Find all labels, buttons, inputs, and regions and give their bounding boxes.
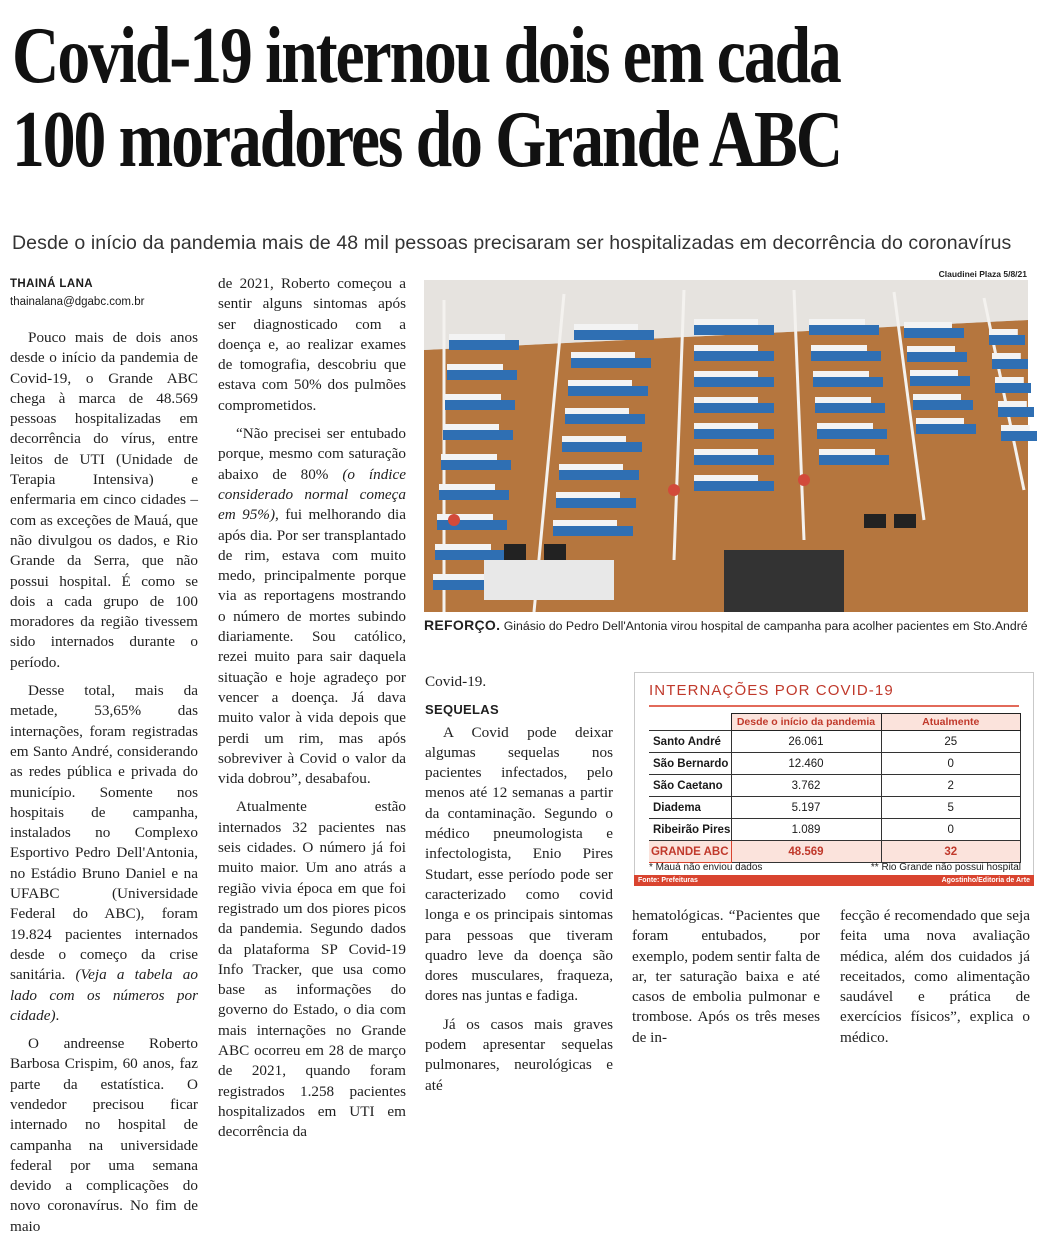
caption-lead: REFORÇO.: [424, 617, 501, 633]
quote-aside: (o índice considerado normal começa em 95%): [218, 465, 406, 524]
city-cell: Santo André: [649, 731, 731, 753]
total-cell: 26.061: [731, 731, 881, 753]
table-title: INTERNAÇÕES POR COVID-19: [649, 682, 894, 699]
caption-text: Ginásio do Pedro Dell'Antonia virou hospital de campanha para acolher pacientes em Sto.André: [500, 619, 1028, 633]
column-header-total: Desde o início da pandemia: [731, 714, 881, 731]
article-column-5: [840, 906, 1030, 1046]
total-sum-cell: 48.569: [731, 841, 881, 863]
paragraph: Covid-19.: [425, 673, 487, 690]
article-column-3: [425, 672, 613, 1094]
current-cell: 25: [881, 731, 1021, 753]
city-cell: Diadema: [649, 797, 731, 819]
paragraph-end: .: [55, 1006, 60, 1024]
table-row: [649, 731, 1021, 753]
headline-line-1: Covid-19 internou dois em cada: [12, 12, 840, 100]
total-current-cell: 32: [881, 841, 1021, 863]
author-name: THAINÁ LANA: [10, 278, 93, 290]
paragraph: Já os casos mais graves podem apresentar sequelas pulmonares, neurológicas e até: [425, 1015, 613, 1094]
table-art-credit: Agostinho/Editoria de Arte: [941, 877, 1030, 884]
total-cell: 5.197: [731, 797, 881, 819]
current-cell: 0: [881, 819, 1021, 841]
paragraph: fecção é recomendado que seja feita uma nova avaliação médica, além dos cuidados já receitados, como alimentação saudável e prática de exercícios físicos”, explica o médico.: [840, 907, 1030, 1046]
article-column-4: [632, 906, 820, 1046]
headline: [12, 14, 1029, 182]
current-cell: 2: [881, 775, 1021, 797]
city-cell: Ribeirão Pires: [649, 819, 731, 841]
note-rio-grande: ** Rio Grande não possui hospital: [870, 862, 1021, 873]
article-column-1: [10, 328, 198, 1235]
paragraph: de 2021, Roberto começou a sentir alguns sintomas após ser diagnosticado com a doença e, ao realizar exames de tomografia, descobriu que estava com 50% dos pulmões comprometidos.: [218, 275, 406, 414]
table-total-row: [649, 841, 1021, 863]
hospitalizations-table: [649, 713, 1021, 863]
total-cell: 12.460: [731, 753, 881, 775]
hospitalizations-table-box: [634, 672, 1034, 886]
paragraph: hematológicas. “Pacientes que foram entubados, por exemplo, podem sentir falta de ar, ter saturação baixa e até casos de embolia pulmonar e trombose. Após os três meses de in-: [632, 907, 820, 1046]
quote-text: “Não precisei ser entubado porque, mesmo com saturação abaixo de 80%: [218, 425, 406, 483]
table-title-rule: [649, 705, 1019, 707]
table-body: [649, 731, 1021, 863]
table-reference-note: (Veja a tabela ao lado com os números por cidade): [10, 966, 198, 1024]
quote-text-end: , fui melhorando dia após dia. Por ser transplantado de rim, estava com muito medo, principalmente porque via as reportagens mostrando o número de mortes subindo diariamente. Sou católico, rezei muito para sair daquela situação e hoje agradeço por vencer a doença. Já dava muito valor à vida depois que perdi um rim, mas após sobreviver à Covid o valor da vida dobrou”, desabafou.: [218, 506, 406, 788]
total-cell: 3.762: [731, 775, 881, 797]
paragraph-text: Desse total, mais da metade, 53,65% das internações, foram registradas em Santo André, considerando as redes pública e privada do município. Somente nos hospitais de campanha, instalados no Complexo Esportivo Pedro Dell'Antonia, no Estádio Bruno Daniel e na UFABC (Universidade Federal do ABC), foram 19.824 pacientes internados desde o começo da crise sanitária.: [10, 682, 198, 984]
column-header-now: Atualmente: [881, 714, 1021, 731]
city-cell: São Bernardo: [649, 753, 731, 775]
table-row: [649, 753, 1021, 775]
field-hospital-illustration: [424, 280, 1028, 612]
table-notes: [649, 862, 1021, 873]
current-cell: 5: [881, 797, 1021, 819]
table-corner: [649, 714, 731, 731]
table-row: [649, 797, 1021, 819]
total-cell: 1.089: [731, 819, 881, 841]
paragraph: [218, 424, 406, 789]
current-cell: 0: [881, 753, 1021, 775]
paragraph: [10, 681, 198, 1026]
table-source: Fonte: Prefeituras: [638, 877, 698, 884]
paragraph: Atualmente estão internados 32 pacientes nas seis cidades. O número já foi muito maior. Um ano atrás a região vivia época em que foi registrado um dos piores picos da pandemia. Segundo dados da plataforma SP Covid-19 Info Tracker, que usa como base as informações do governo do Estado, o dia com mais internações no Grande ABC ocorreu em 28 de março de 2021, quando foram registrados 1.258 pacientes hospitalizados em UTI em decorrência da: [218, 798, 406, 1141]
author-email: thainalana@dgabc.com.br: [10, 296, 145, 308]
byline: [10, 278, 144, 308]
hospital-photo: [424, 280, 1028, 612]
section-heading: SEQUELAS: [425, 702, 499, 718]
table-source-bar: [634, 875, 1034, 886]
note-maua: * Mauá não enviou dados: [649, 862, 763, 873]
paragraph: Pouco mais de dois anos desde o início da pandemia de Covid-19, o Grande ABC chega à marca de 48.569 pessoas hospitalizadas em decorrência do vírus, entre leitos de UTI (Unidade de Terapia Intensiva) e enfermaria em cinco cidades – com as exceções de Mauá, que não divulgou os dados, e Rio Grande da Serra, que não possui hospital. É como se dois a cada grupo de 100 moradores da região tivessem sido internados durante o período.: [10, 329, 198, 671]
total-city-cell: GRANDE ABC: [649, 841, 731, 863]
paragraph: O andreense Roberto Barbosa Crispim, 60 anos, faz parte da estatística. O vendedor precisou ficar internado no hospital de campanha na universidade federal por uma semana devido a complicações do novo coronavírus. No fim de maio: [10, 1035, 198, 1235]
photo-caption: [424, 617, 1036, 633]
headline-line-2: 100 moradores do Grande ABC: [12, 96, 842, 184]
table-row: [649, 775, 1021, 797]
paragraph: A Covid pode deixar algumas sequelas nos pacientes infectados, pelo menos até 12 semanas a partir da contaminação. Segundo o médico pneumologista e infectologista, Enio Pires Studart, esse período pode ser caracterizado como covid longa e os principais sintomas para pessoas que tiveram quadro leve da doença são dores musculares, fraqueza, dores nas juntas e fadiga.: [425, 723, 613, 1005]
photo-credit: Claudinei Plaza 5/8/21: [938, 269, 1027, 279]
table-row: [649, 819, 1021, 841]
subtitle: Desde o início da pandemia mais de 48 mil pessoas precisaram ser hospitalizadas em decorrência do coronavírus: [12, 232, 1012, 254]
article-column-2: [218, 274, 406, 1141]
city-cell: São Caetano: [649, 775, 731, 797]
